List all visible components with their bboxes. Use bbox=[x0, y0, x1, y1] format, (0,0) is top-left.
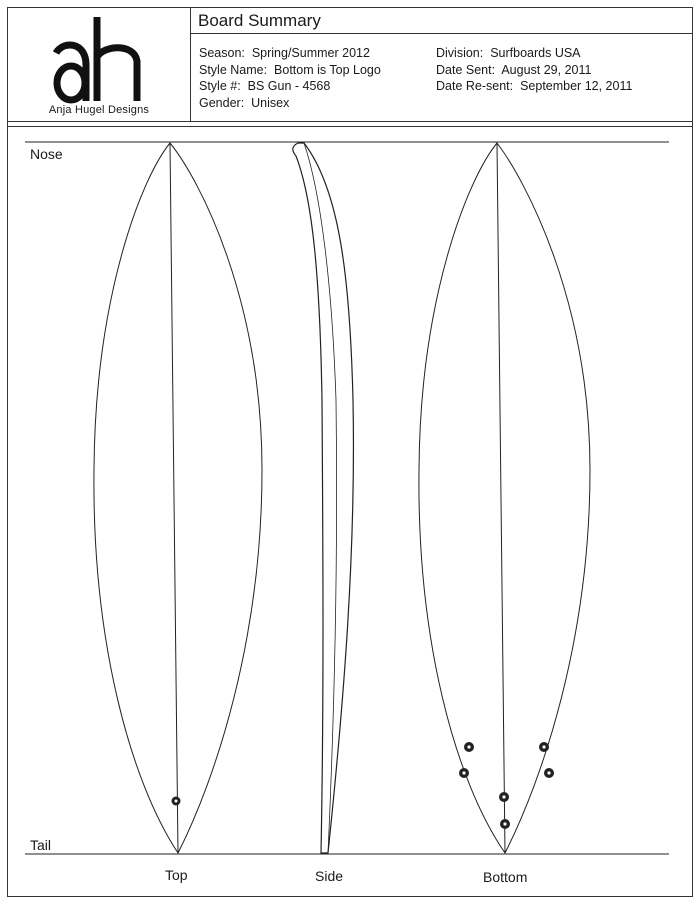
season-field: Season: Spring/Summer 2012 bbox=[199, 46, 370, 60]
tail-label: Tail bbox=[30, 837, 52, 853]
date-sent-field: Date Sent: August 29, 2011 bbox=[436, 62, 592, 77]
fin-plug bbox=[539, 742, 549, 752]
style-name-field: Style Name: Bottom is Top Logo bbox=[199, 62, 381, 77]
nose-label: Nose bbox=[30, 146, 63, 162]
fin-plug bbox=[499, 792, 509, 802]
side-view-label: Side bbox=[315, 868, 344, 884]
fin-plug bbox=[459, 768, 469, 778]
top-view-outline bbox=[94, 143, 262, 853]
fin-plug bbox=[500, 819, 510, 829]
page-title: Board Summary bbox=[198, 11, 321, 30]
bottom-plugs bbox=[459, 742, 554, 829]
date-resent-field: Date Re-sent: September 12, 2011 bbox=[436, 79, 633, 93]
top-view-stringer bbox=[170, 143, 178, 853]
bottom-view-label: Bottom bbox=[483, 869, 528, 885]
gender-field: Gender: Unisex bbox=[199, 95, 290, 110]
division-field: Division: Surfboards USA bbox=[436, 46, 581, 60]
fin-plug bbox=[464, 742, 474, 752]
style-number-field: Style #: BS Gun - 4568 bbox=[199, 79, 331, 93]
fin-plug bbox=[544, 768, 554, 778]
side-view-outline bbox=[293, 143, 354, 853]
brand-name: Anja Hugel Designs bbox=[48, 104, 150, 116]
bottom-view-stringer bbox=[497, 143, 505, 853]
side-view-deck-line bbox=[304, 143, 337, 853]
top-view-label: Top bbox=[165, 867, 188, 883]
top-plug bbox=[172, 797, 181, 806]
bottom-view-outline bbox=[419, 143, 590, 853]
